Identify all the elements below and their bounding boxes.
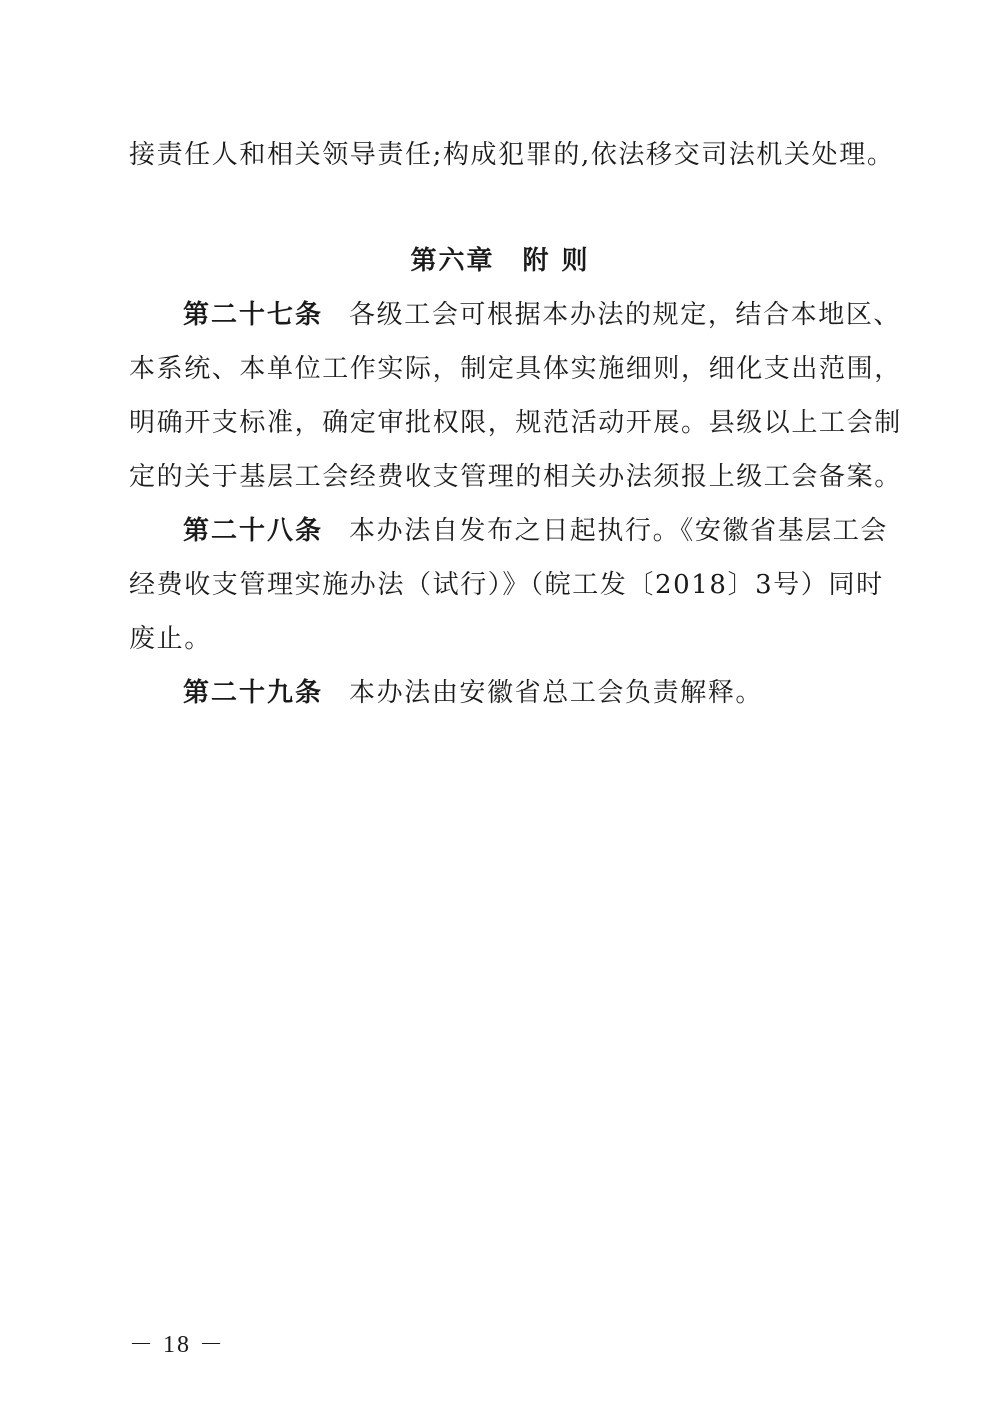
article-27-text-2: 本系统、本单位工作实际，制定具体实施细则，细化支出范围， — [129, 354, 902, 384]
article-27-label: 第二十七条 — [183, 300, 324, 330]
page-number: － 18 － — [129, 1332, 225, 1358]
article-29-text-1: 本办法由安徽省总工会负责解释。 — [349, 678, 764, 708]
article-28-text-2: 经费收支管理实施办法（试行）》（皖工发〔2018〕3号）同时 — [129, 570, 884, 600]
article-27-first-line — [183, 297, 902, 333]
chapter-heading: 第六章 附 则 — [410, 246, 590, 276]
article-28-text-1: 本办法自发布之日起执行。《安徽省基层工会 — [349, 516, 889, 546]
continuation-text: 接责任人和相关领导责任;构成犯罪的,依法移交司法机关处理。 — [129, 140, 895, 170]
article-27-text-4: 定的关于基层工会经费收支管理的相关办法须报上级工会备案。 — [129, 462, 902, 492]
article-27-text-3: 明确开支标准，确定审批权限，规范活动开展。县级以上工会制 — [129, 408, 902, 438]
article-27-text-1: 各级工会可根据本办法的规定，结合本地区、 — [349, 300, 902, 330]
article-28-first-line — [183, 513, 889, 549]
article-28-label: 第二十八条 — [183, 516, 324, 546]
article-28-text-3: 废止。 — [129, 624, 212, 654]
article-29-line — [183, 675, 871, 711]
article-29-label: 第二十九条 — [183, 678, 324, 708]
